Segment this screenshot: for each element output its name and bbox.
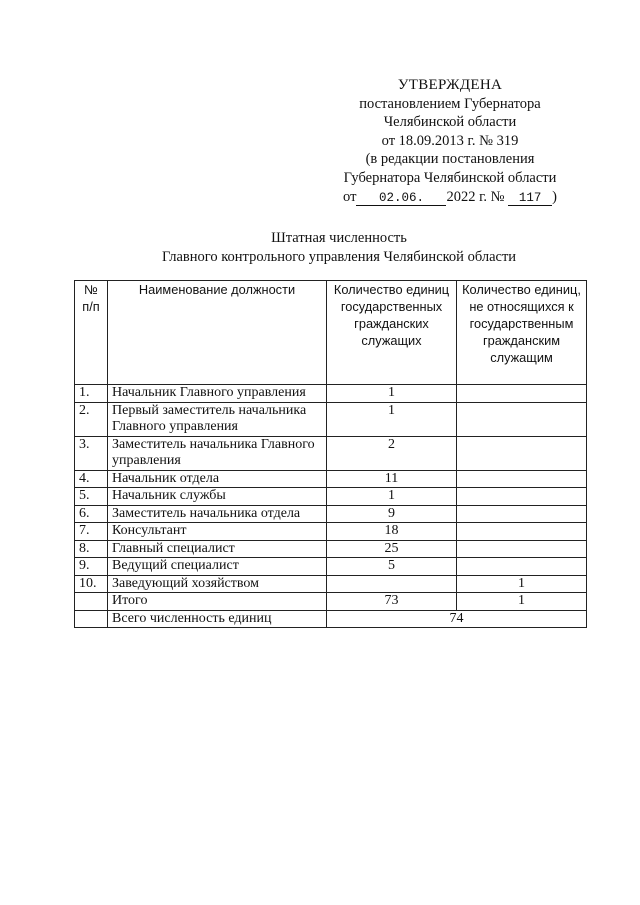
cell-num-empty xyxy=(75,593,108,611)
approval-line: от 18.09.2013 г. № 319 xyxy=(381,132,519,149)
cell-noncivil xyxy=(457,470,587,488)
approval-date-line xyxy=(336,188,564,207)
year-text: 2022 г. № xyxy=(446,188,505,205)
grand-total-row xyxy=(75,610,587,628)
header-noncivil: Количество единиц, не относящихся к государственным гражданским служащим xyxy=(457,281,587,385)
table-row xyxy=(75,470,587,488)
staff-table xyxy=(74,280,587,628)
cell-civil: 2 xyxy=(327,436,457,470)
cell-name: Начальник службы xyxy=(108,488,327,506)
cell-name: Заведующий хозяйством xyxy=(108,575,327,593)
cell-civil: 5 xyxy=(327,558,457,576)
approval-line: постановлением Губернатора xyxy=(359,95,541,112)
cell-civil: 1 xyxy=(327,385,457,403)
table-row xyxy=(75,575,587,593)
cell-civil: 11 xyxy=(327,470,457,488)
cell-num: 6. xyxy=(75,505,108,523)
table-row xyxy=(75,436,587,470)
cell-num-empty xyxy=(75,610,108,628)
header-num: № п/п xyxy=(75,281,108,385)
cell-name: Начальник Главного управления xyxy=(108,385,327,403)
cell-num: 10. xyxy=(75,575,108,593)
grand-total-label: Всего численность единиц xyxy=(108,610,327,628)
cell-noncivil: 1 xyxy=(457,575,587,593)
cell-num: 9. xyxy=(75,558,108,576)
table-row xyxy=(75,523,587,541)
approval-line: (в редакции постановления xyxy=(365,151,535,168)
table-row xyxy=(75,402,587,436)
title-line: Штатная численность xyxy=(271,230,407,246)
cell-name: Начальник отдела xyxy=(108,470,327,488)
cell-noncivil xyxy=(457,505,587,523)
date-prefix: от xyxy=(343,188,357,205)
cell-civil xyxy=(327,575,457,593)
total-civil: 73 xyxy=(327,593,457,611)
header-civil: Количество единиц государственных гражданских служащих xyxy=(327,281,457,385)
cell-num: 2. xyxy=(75,402,108,436)
table-row xyxy=(75,488,587,506)
cell-name: Консультант xyxy=(108,523,327,541)
number-fill: 117 xyxy=(508,192,552,206)
cell-num: 4. xyxy=(75,470,108,488)
header-name: Наименование должности xyxy=(108,281,327,385)
cell-noncivil xyxy=(457,558,587,576)
cell-num: 3. xyxy=(75,436,108,470)
cell-civil: 1 xyxy=(327,488,457,506)
cell-name: Главный специалист xyxy=(108,540,327,558)
table-row xyxy=(75,540,587,558)
cell-num: 5. xyxy=(75,488,108,506)
cell-noncivil xyxy=(457,523,587,541)
cell-civil: 18 xyxy=(327,523,457,541)
cell-noncivil xyxy=(457,540,587,558)
cell-noncivil xyxy=(457,385,587,403)
cell-civil: 9 xyxy=(327,505,457,523)
table-header-row xyxy=(75,281,587,385)
table-row xyxy=(75,505,587,523)
title-line: Главного контрольного управления Челябинской области xyxy=(161,248,517,265)
cell-name: Первый заместитель начальника Главного управления xyxy=(108,402,327,436)
cell-name: Заместитель начальника Главного управления xyxy=(108,436,327,470)
date-fill: 02.06. xyxy=(356,192,446,206)
total-row xyxy=(75,593,587,611)
approval-line: Челябинской области xyxy=(383,114,517,131)
cell-noncivil xyxy=(457,488,587,506)
table-row xyxy=(75,385,587,403)
cell-civil: 25 xyxy=(327,540,457,558)
approval-stamp: УТВЕРЖДЕНА xyxy=(397,77,503,93)
cell-civil: 1 xyxy=(327,402,457,436)
cell-name: Заместитель начальника отдела xyxy=(108,505,327,523)
cell-num: 7. xyxy=(75,523,108,541)
approval-line: Губернатора Челябинской области xyxy=(343,169,557,186)
cell-num: 8. xyxy=(75,540,108,558)
table-row xyxy=(75,558,587,576)
total-noncivil: 1 xyxy=(457,593,587,611)
grand-total-value: 74 xyxy=(327,610,587,628)
cell-name: Ведущий специалист xyxy=(108,558,327,576)
closing-paren: ) xyxy=(552,188,557,205)
total-label: Итого xyxy=(108,593,327,611)
approval-block xyxy=(336,76,564,206)
document-title xyxy=(100,229,578,266)
cell-noncivil xyxy=(457,402,587,436)
cell-noncivil xyxy=(457,436,587,470)
cell-num: 1. xyxy=(75,385,108,403)
